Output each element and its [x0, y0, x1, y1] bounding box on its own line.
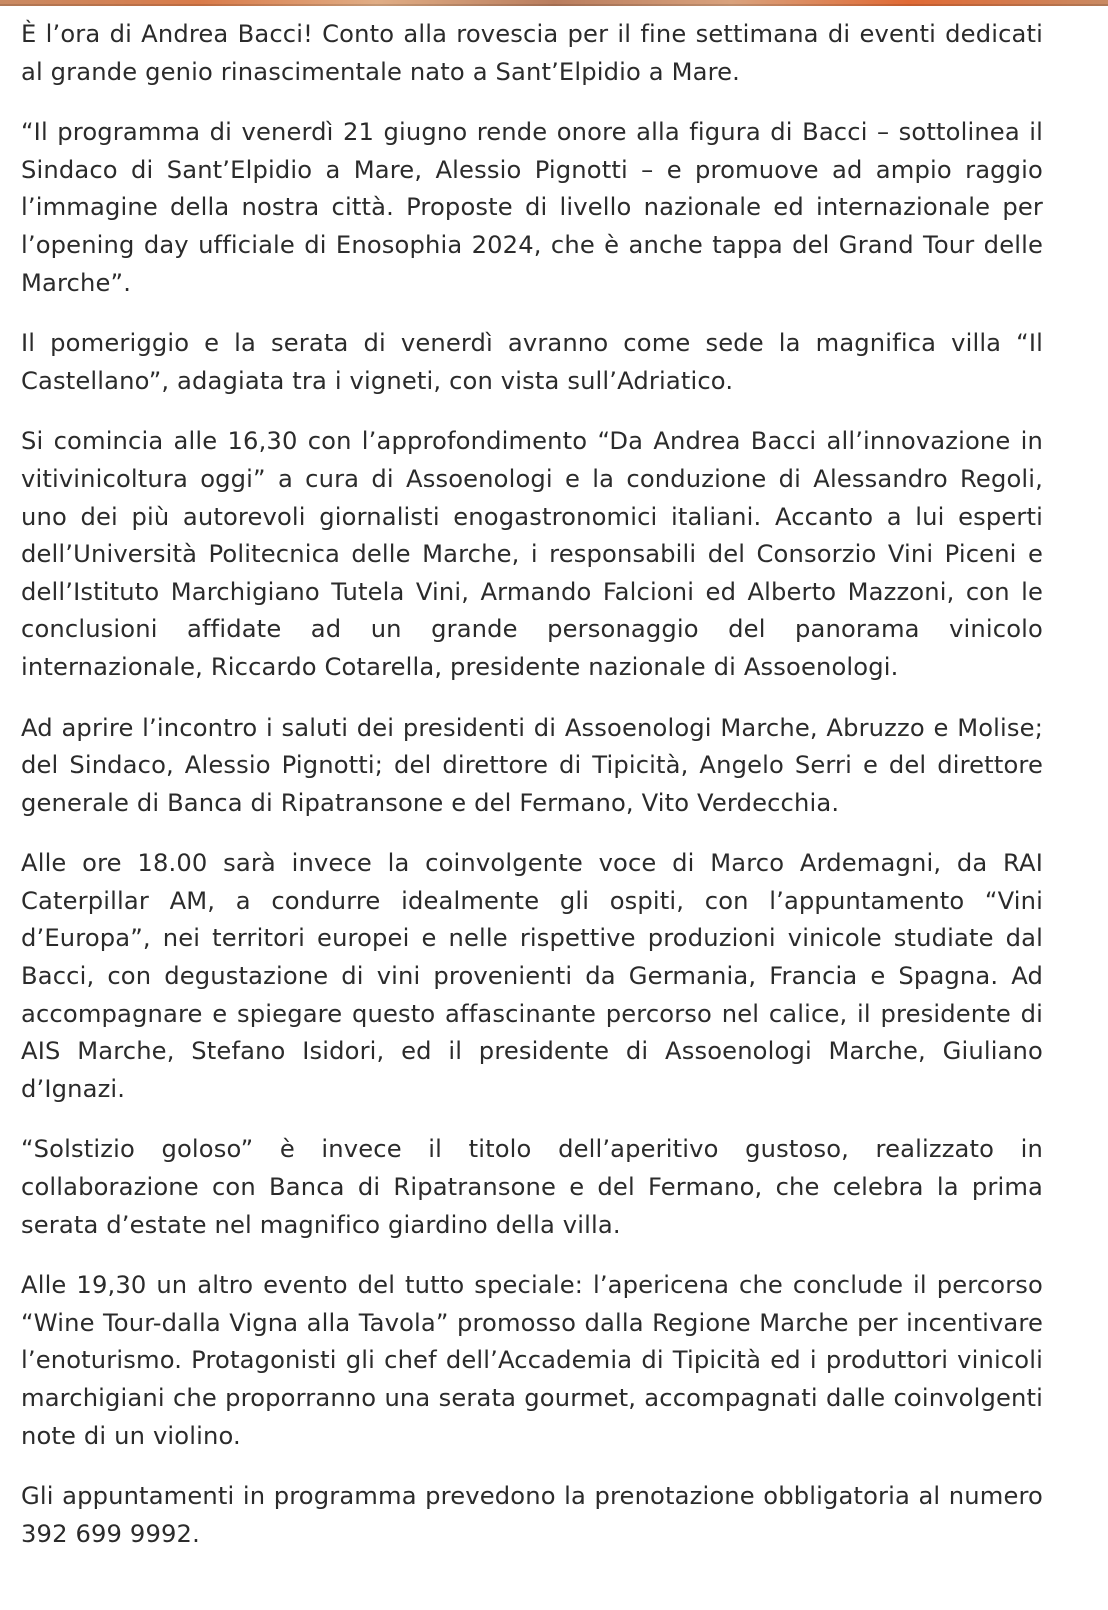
- article-body: [21, 16, 1043, 1576]
- article-paragraph-intro: È l’ora di Andrea Bacci! Conto alla rovescia per il fine settimana di eventi dedicati al grande genio rinascimentale nato a Sant’Elpidio a Mare.: [21, 20, 1043, 86]
- article-paragraph-aperitivo: “Solstizio goloso” è invece il titolo dell’aperitivo gustoso, realizzato in collaborazione con Banca di Ripatransone e del Fermano, che celebra la prima serata d’estate nel magnifico giardino della villa.: [21, 1135, 1043, 1239]
- article-paragraph-program-1630: Si comincia alle 16,30 con l’approfondimento “Da Andrea Bacci all’innovazione in vitivinicoltura oggi” a cura di Assoenologi e la conduzione di Alessandro Regoli, uno dei più autorevoli giornalisti enogastronomici italiani. Accanto a lui esperti dell’Università Politecnica delle Marche, i responsabili del Consorzio Vini Piceni e dell’Istituto Marchigiano Tutela Vini, Armando Falcioni ed Alberto Mazzoni, con le conclusioni affidate ad un grande personaggio del panorama vinicolo internazionale, Riccardo Cotarella, presidente nazionale di Assoenologi.: [21, 427, 1043, 681]
- header-image: [0, 0, 1108, 6]
- article-paragraph-venue: Il pomeriggio e la serata di venerdì avranno come sede la magnifica villa “Il Castellano”, adagiata tra i vigneti, con vista sull’Adriatico.: [21, 329, 1043, 395]
- article-paragraph-program-1930: Alle 19,30 un altro evento del tutto speciale: l’apericena che conclude il percorso “Wine Tour-dalla Vigna alla Tavola” promosso dalla Regione Marche per incentivare l’enoturismo. Protagonisti gli chef dell’Accademia di Tipicità ed i produttori vinicoli marchigiani che proporranno una serata gourmet, accompagnati dalle coinvolgenti note di un violino.: [21, 1271, 1043, 1450]
- article-paragraph-booking: Gli appuntamenti in programma prevedono la prenotazione obbligatoria al numero 392 699 9992.: [21, 1482, 1043, 1548]
- article-paragraph-greetings: Ad aprire l’incontro i saluti dei presidenti di Assoenologi Marche, Abruzzo e Molise; del Sindaco, Alessio Pignotti; del direttore di Tipicità, Angelo Serri e del direttore generale di Banca di Ripatransone e del Fermano, Vito Verdecchia.: [21, 713, 1043, 817]
- article-paragraph-quote: “Il programma di venerdì 21 giugno rende onore alla figura di Bacci – sottolinea il Sindaco di Sant’Elpidio a Mare, Alessio Pignotti – e promuove ad ampio raggio l’immagine della nostra città. Proposte di livello nazionale ed internazionale per l’opening day ufficiale di Enosophia 2024, che è anche tappa del Grand Tour delle Marche”.: [21, 118, 1043, 297]
- article-paragraph-program-1800: Alle ore 18.00 sarà invece la coinvolgente voce di Marco Ardemagni, da RAI Caterpillar AM, a condurre idealmente gli ospiti, con l’appuntamento “Vini d’Europa”, nei territori europei e nelle rispettive produzioni vinicole studiate dal Bacci, con degustazione di vini provenienti da Germania, Francia e Spagna. Ad accompagnare e spiegare questo affascinante percorso nel calice, il presidente di AIS Marche, Stefano Isidori, ed il presidente di Assoenologi Marche, Giuliano d’Ignazi.: [21, 849, 1043, 1103]
